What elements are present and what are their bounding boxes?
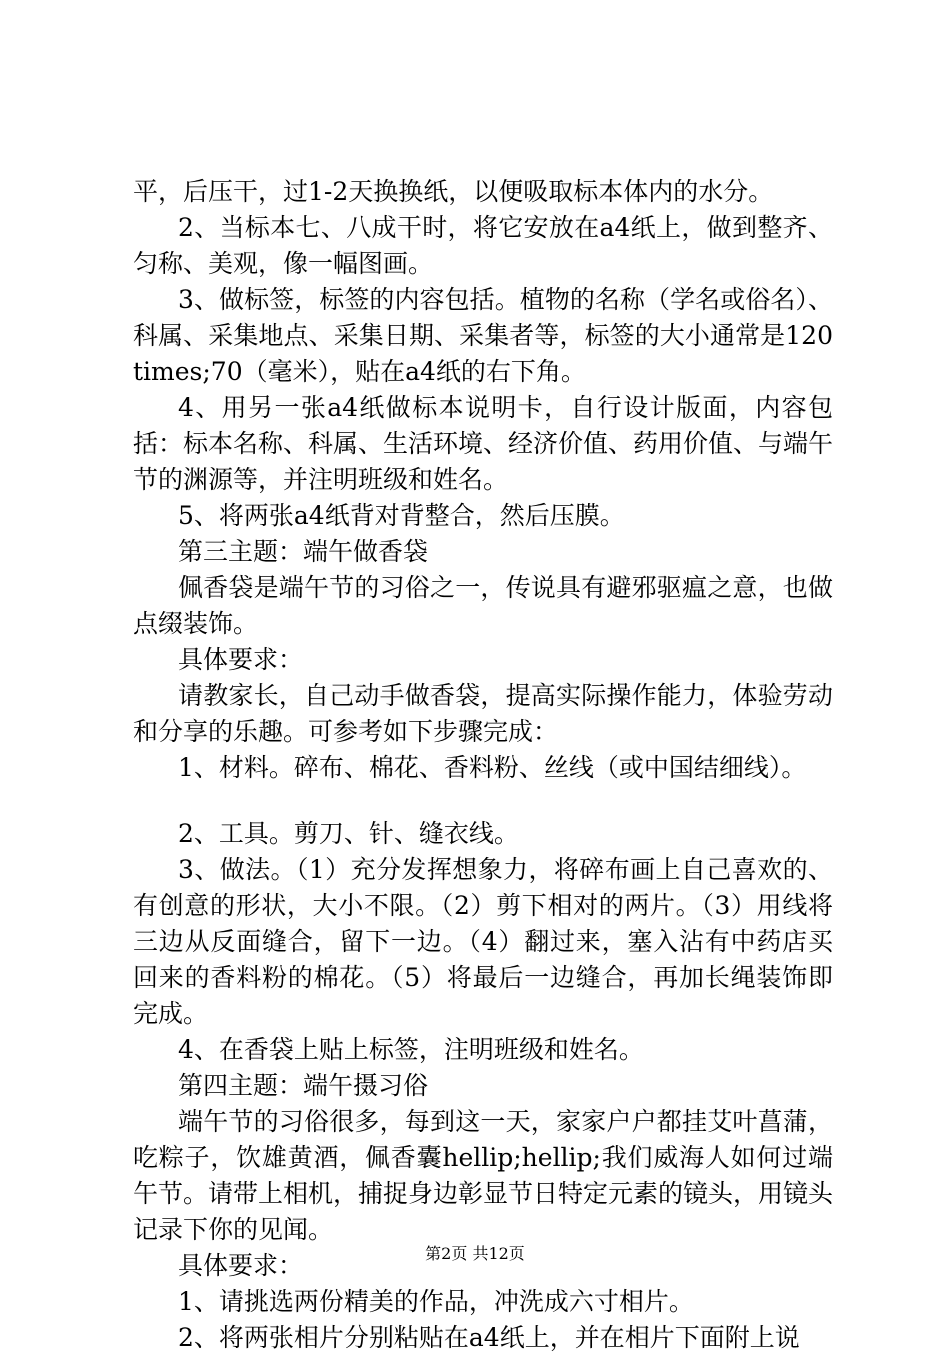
paragraph-method: 3、做法。（1）充分发挥想象力，将碎布画上自己喜欢的、有创意的形状，大小不限。（2）剪下相对的两片。（3）用线将三边从反面缝合，留下一边。（4）翻过来，塞入沾有中药店买回来的香料粉的棉花。（5）将最后一边缝合，再加长绳装饰即完成。 bbox=[133, 855, 833, 1028]
paragraph-tools: 2、工具。剪刀、针、缝衣线。 bbox=[178, 819, 519, 848]
paragraph-intro-sachet: 佩香袋是端午节的习俗之一，传说具有避邪驱瘟之意，也做点缀装饰。 bbox=[133, 573, 833, 638]
page-footer bbox=[0, 1243, 950, 1265]
paragraph-photo-step-1: 1、请挑选两份精美的作品，冲洗成六寸相片。 bbox=[178, 1287, 694, 1316]
document-body bbox=[133, 174, 833, 1356]
paragraph-requirements-text: 请教家长，自己动手做香袋，提高实际操作能力，体验劳动和分享的乐趣。可参考如下步骤完成： bbox=[133, 681, 833, 746]
paragraph-requirements-label: 具体要求： bbox=[178, 645, 304, 674]
paragraph-step-5: 5、将两张a4纸背对背整合，然后压膜。 bbox=[178, 501, 625, 530]
paragraph-photo-step-2: 2、将两张相片分别粘贴在a4纸上，并在相片下面附上说 bbox=[178, 1323, 800, 1352]
paragraph-continuation: 平，后压干，过1-2天换换纸，以便吸取标本体内的水分。 bbox=[133, 177, 774, 206]
paragraph-label-step: 4、在香袋上贴上标签，注明班级和姓名。 bbox=[178, 1035, 644, 1064]
paragraph-step-4: 4、用另一张a4纸做标本说明卡，自行设计版面，内容包括：标本名称、科属、生活环境、经济价值、药用价值、与端午节的渊源等，并注明班级和姓名。 bbox=[133, 393, 834, 494]
paragraph-materials: 1、材料。碎布、棉花、香料粉、丝线（或中国结细线）。 bbox=[178, 753, 807, 782]
paragraph-gap bbox=[133, 786, 833, 816]
paragraph-requirements-label-2: 具体要求： bbox=[178, 1251, 304, 1280]
paragraph-intro-photography: 端午节的习俗很多，每到这一天，家家户户都挂艾叶菖蒲，吃粽子，饮雄黄酒，佩香囊hellip;hellip;我们威海人如何过端午节。请带上相机，捕捉身边彰显节日特定元素的镜头，用镜头记录下你的见闻。 bbox=[133, 1107, 834, 1244]
section-heading-theme-3: 第三主题：端午做香袋 bbox=[178, 537, 429, 566]
page-number-label: 第2页 共12页 bbox=[425, 1244, 525, 1263]
paragraph-step-3: 3、做标签，标签的内容包括。植物的名称（学名或俗名）、科属、采集地点、采集日期、采集者等，标签的大小通常是120times;70（毫米），贴在a4纸的右下角。 bbox=[133, 285, 833, 386]
paragraph-step-2: 2、当标本七、八成干时，将它安放在a4纸上，做到整齐、匀称、美观，像一幅图画。 bbox=[133, 213, 833, 278]
section-heading-theme-4: 第四主题：端午摄习俗 bbox=[178, 1071, 429, 1100]
